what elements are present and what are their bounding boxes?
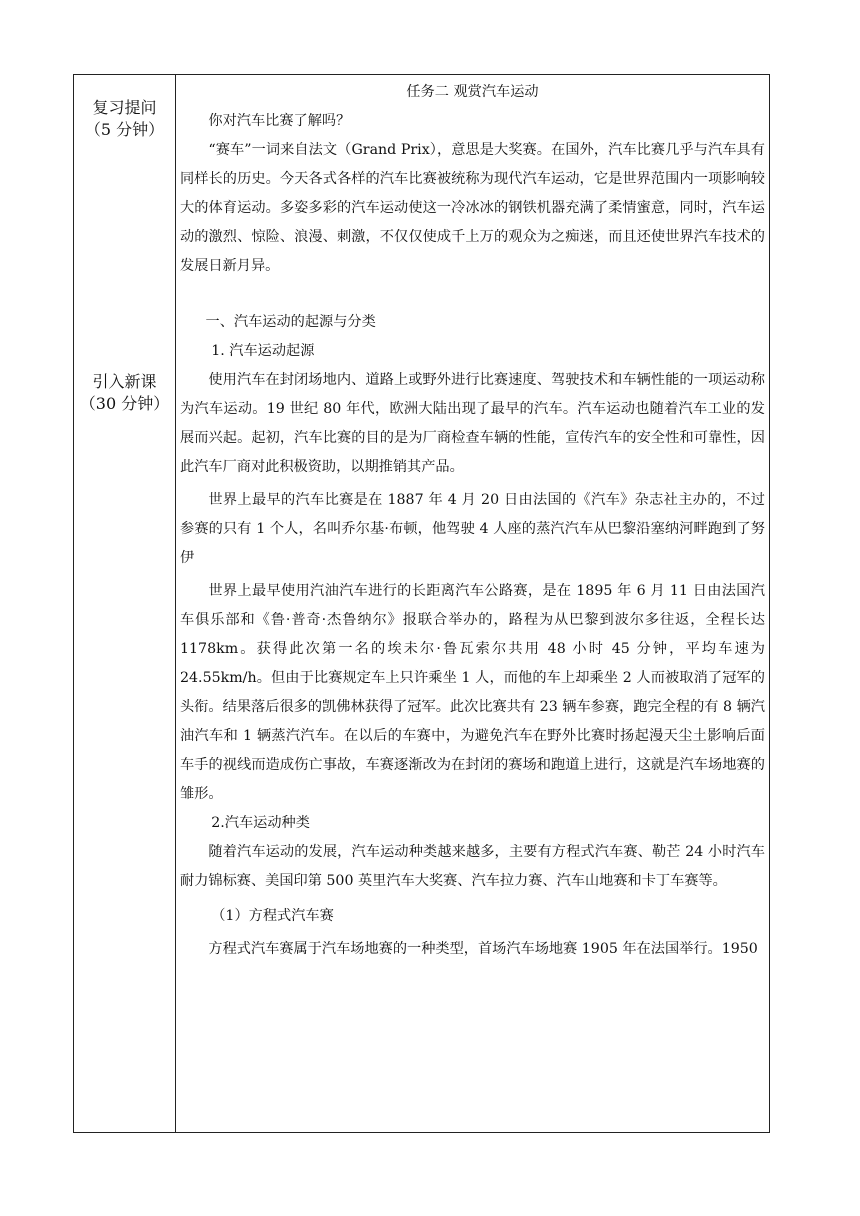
review-label: 复习提问 — [92, 98, 157, 117]
paragraph-types: 随着汽车运动的发展，汽车运动种类越来越多，主要有方程式汽车赛、勒芒 24 小时汽车耐力锦标赛、美国印第 500 英里汽车大奖赛、汽车拉力赛、汽车山地赛和卡丁车赛等。 — [180, 844, 765, 889]
lesson-table — [73, 74, 770, 1133]
paragraph-first-race: 世界上最早的汽车比赛是在 1887 年 4 月 20 日由法国的《汽车》杂志社主办的，不过参赛的只有 1 个人，名叫乔尔基·布顿，他驾驶 4 人座的蒸汽汽车从巴黎沿塞纳河畔跑到了努伊 — [180, 492, 765, 566]
review-section-label — [74, 97, 175, 141]
paragraph-formula: 方程式汽车赛属于汽车场地赛的一种类型，首场汽车场地赛 1905 年在法国举行。1950 — [208, 941, 758, 957]
paragraph-grand-prix: “赛车”一词来自法文（Grand Prix），意思是大奖赛。在国外，汽车比赛几乎与汽车具有同样长的历史。今天各式各样的汽车比赛被统称为现代汽车运动，它是世界范围内一项影响较大的体育运动。多姿多彩的汽车运动使这一冷冰冰的钢铁机器充满了柔情蜜意，同时，汽车运动的激烈、惊险、浪漫、刺激，不仅仅使成千上万的观众为之痴迷，而且还使世界汽车技术的发展日新月异。 — [180, 142, 765, 274]
subsection-heading-origin: 1. 汽车运动起源 — [211, 343, 315, 359]
spacer — [180, 281, 765, 310]
task-title: 任务二 观赏汽车运动 — [406, 84, 539, 100]
column-divider — [175, 75, 176, 1132]
paragraph-long-distance: 世界上最早使用汽油汽车进行的长距离汽车公路赛，是在 1895 年 6 月 11 日由法国汽车俱乐部和《鲁·普奇·杰鲁纳尔》报联合举办的，路程为从巴黎到波尔多往返，全程长达 1178km。获得此次第一名的埃未尔·鲁瓦索尔共用 48 小时 45 分钟，平均车速为 24.55km/h。但由于比赛规定车上只许乘坐 1 人，而他的车上却乘坐 2 人而被取消了冠军的头衔。结果落后很多的凯佛林获得了冠军。此次比赛共有 23 辆车参赛，跑完全程的有 8 辆汽油汽车和 1 辆蒸汽汽车。在以后的车赛中，为避免汽车在野外比赛时扬起漫天尘土影响后面车手的视线而造成伤亡事故，车赛逐渐改为在封闭的赛场和跑道上进行，这就是汽车场地赛的雏形。 — [180, 583, 765, 802]
subsection-heading-types: 2.汽车运动种类 — [211, 815, 310, 831]
lesson-content — [180, 75, 765, 964]
intro-section-label — [74, 371, 175, 415]
intro-label: 引入新课 — [92, 372, 157, 391]
intro-time: （30 分钟） — [79, 394, 170, 413]
section-heading-origin-classification: 一、汽车运动的起源与分类 — [205, 314, 376, 330]
review-time: （5 分钟） — [84, 120, 165, 139]
sub-heading-formula: （1）方程式汽车赛 — [211, 908, 334, 924]
question-text: 你对汽车比赛了解吗？ — [208, 113, 351, 129]
paragraph-origin: 使用汽车在封闭场地内、道路上或野外进行比赛速度、驾驶技术和车辆性能的一项运动称为汽车运动。19 世纪 80 年代，欧洲大陆出现了最早的汽车。汽车运动也随着汽车工业的发展而兴起。起初，汽车比赛的目的是为厂商检查车辆的性能，宣传汽车的安全性和可靠性，因此汽车厂商对此积极资助，以期推销其产品。 — [180, 372, 765, 475]
